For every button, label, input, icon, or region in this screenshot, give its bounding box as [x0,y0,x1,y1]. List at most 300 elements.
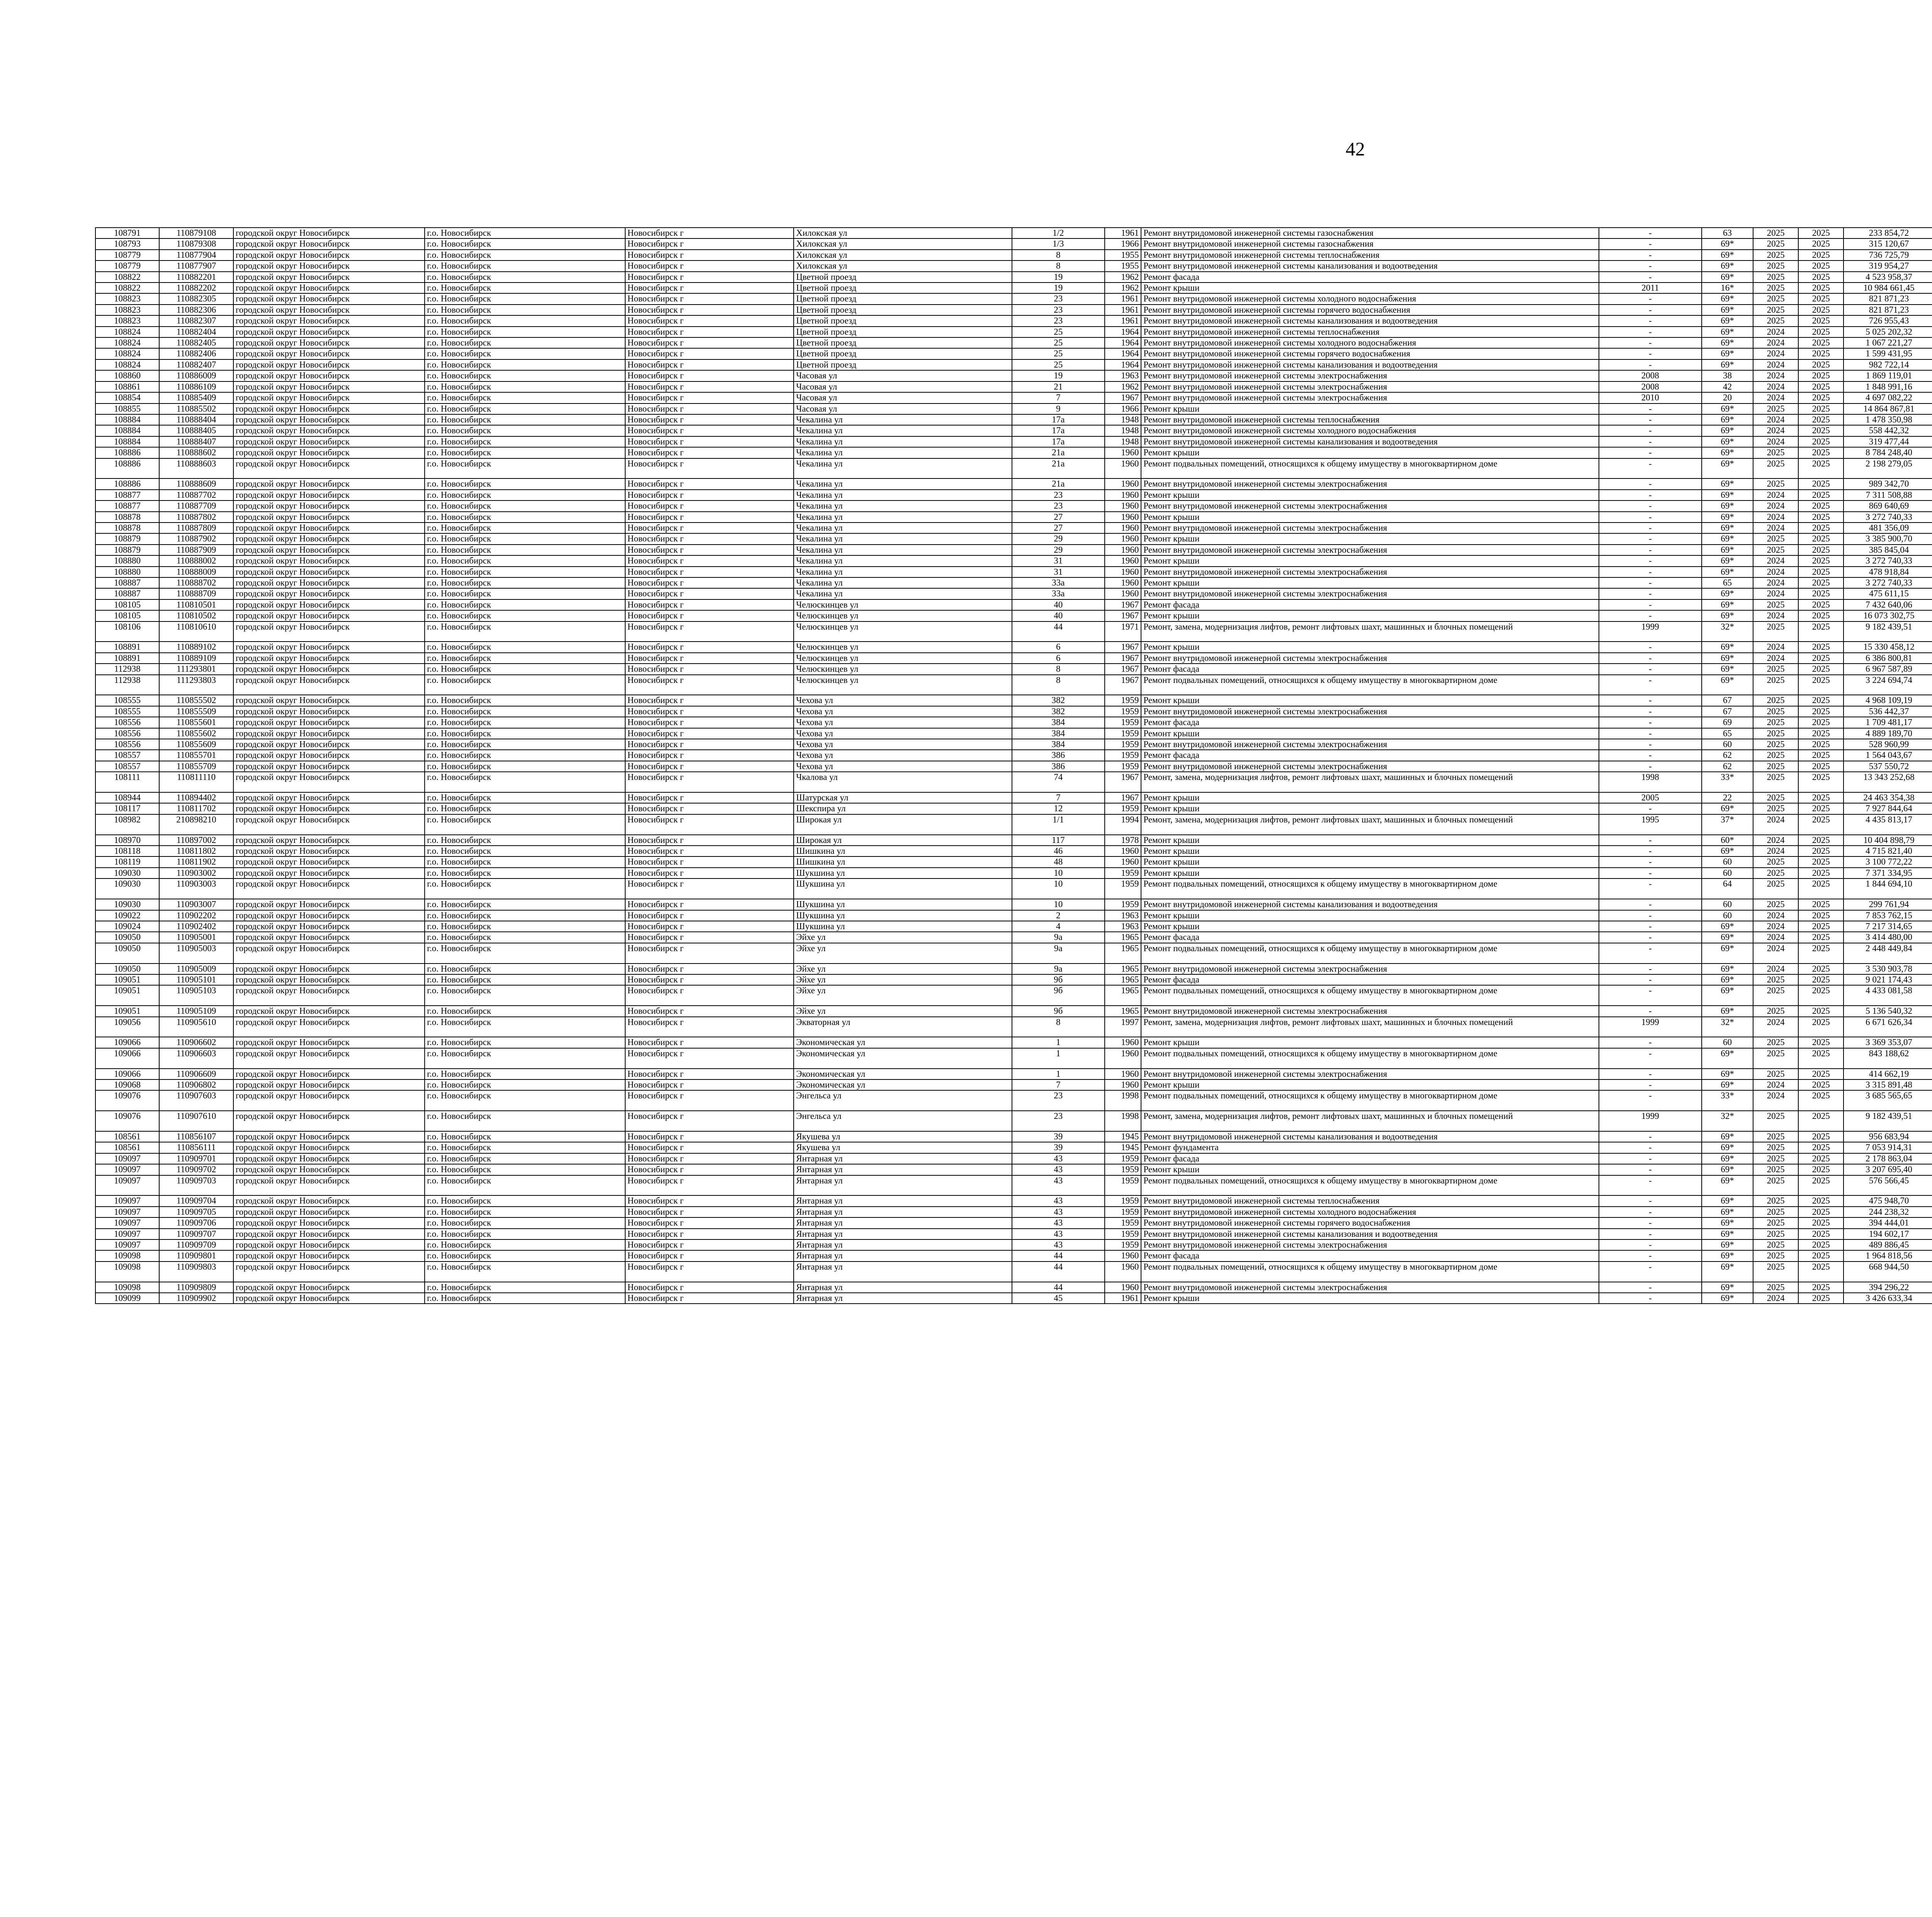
cell-work-type: Ремонт внутридомовой инженерной системы горячего водоснабжения [1141,348,1599,359]
cell-total-cost: 3 272 740,33 [1844,512,1932,523]
cell-work-id: 110909706 [159,1217,233,1228]
cell-wear-percent: 69* [1702,490,1753,501]
cell-wear-percent: 69* [1702,1131,1753,1142]
cell-wear-percent: 65 [1702,577,1753,588]
cell-street: Цветной проезд [794,305,1012,315]
cell-house-id: 108106 [95,621,159,642]
cell-street: Чекалина ул [794,577,1012,588]
cell-total-cost: 385 845,04 [1844,545,1932,555]
cell-settlement: г.о. Новосибирск [425,588,625,599]
cell-house-id: 108557 [95,750,159,761]
cell-build-year: 1960 [1105,501,1141,511]
cell-street: Эйхе ул [794,943,1012,964]
cell-build-year: 1959 [1105,878,1141,899]
cell-street: Эйхе ул [794,964,1012,974]
cell-plan-year-start: 2024 [1753,610,1798,621]
cell-street: Хилокская ул [794,228,1012,238]
cell-locality: Новосибирск г [625,555,794,566]
cell-plan-year-end: 2025 [1798,238,1844,249]
cell-plan-year-start: 2024 [1753,846,1798,856]
cell-house-id: 109066 [95,1037,159,1048]
cell-house-number: 1 [1012,1048,1105,1069]
cell-build-year: 1960 [1105,447,1141,458]
cell-work-type: Ремонт крыши [1141,792,1599,803]
cell-locality: Новосибирск г [625,238,794,249]
cell-work-id: 110889102 [159,642,233,652]
repair-program-table [95,227,1932,1304]
cell-work-type: Ремонт внутридомовой инженерной системы канализования и водоотведения [1141,1131,1599,1142]
cell-work-id: 110888602 [159,447,233,458]
table-row [95,403,1932,414]
cell-house-id: 108860 [95,370,159,381]
cell-street: Экономическая ул [794,1069,1012,1079]
cell-total-cost: 2 198 279,05 [1844,458,1932,479]
cell-last-repair-year: - [1599,1217,1702,1228]
cell-house-id: 109076 [95,1090,159,1111]
cell-total-cost: 4 889 189,70 [1844,728,1932,739]
cell-house-id: 108884 [95,436,159,447]
cell-house-id: 109097 [95,1153,159,1164]
cell-build-year: 1960 [1105,533,1141,544]
cell-house-id: 108823 [95,315,159,326]
table-row [95,1048,1932,1069]
cell-plan-year-start: 2025 [1753,868,1798,878]
cell-wear-percent: 69* [1702,403,1753,414]
cell-total-cost: 319 477,44 [1844,436,1932,447]
table-row [95,878,1932,899]
cell-last-repair-year: - [1599,533,1702,544]
cell-locality: Новосибирск г [625,695,794,706]
cell-plan-year-start: 2025 [1753,772,1798,792]
cell-wear-percent: 69* [1702,1262,1753,1282]
cell-plan-year-start: 2025 [1753,1153,1798,1164]
cell-build-year: 1945 [1105,1131,1141,1142]
cell-work-id: 110882306 [159,305,233,315]
cell-plan-year-end: 2025 [1798,1079,1844,1090]
cell-build-year: 1978 [1105,835,1141,846]
table-row [95,899,1932,910]
cell-plan-year-start: 2024 [1753,501,1798,511]
cell-last-repair-year: - [1599,985,1702,1006]
cell-municipality: городской округ Новосибирск [233,1229,425,1239]
cell-settlement: г.о. Новосибирск [425,868,625,878]
cell-settlement: г.о. Новосибирск [425,706,625,717]
cell-house-number: 7 [1012,392,1105,403]
cell-work-type: Ремонт внутридомовой инженерной системы горячего водоснабжения [1141,305,1599,315]
cell-street: Широкая ул [794,814,1012,835]
cell-house-id: 108879 [95,545,159,555]
cell-street: Чекалина ул [794,458,1012,479]
cell-house-id: 108793 [95,238,159,249]
cell-settlement: г.о. Новосибирск [425,772,625,792]
cell-street: Шишкина ул [794,846,1012,856]
cell-municipality: городской округ Новосибирск [233,750,425,761]
cell-total-cost: 4 523 958,37 [1844,272,1932,283]
cell-build-year: 1945 [1105,1142,1141,1153]
cell-work-type: Ремонт крыши [1141,610,1599,621]
cell-work-id: 110905009 [159,964,233,974]
cell-house-id: 109050 [95,964,159,974]
cell-total-cost: 319 954,27 [1844,260,1932,271]
cell-plan-year-start: 2024 [1753,337,1798,348]
table-row [95,327,1932,337]
cell-plan-year-end: 2025 [1798,1006,1844,1016]
cell-work-id: 110882307 [159,315,233,326]
cell-plan-year-end: 2025 [1798,272,1844,283]
cell-locality: Новосибирск г [625,761,794,772]
cell-total-cost: 3 224 694,74 [1844,675,1932,695]
cell-house-number: 43 [1012,1207,1105,1217]
cell-locality: Новосибирск г [625,1175,794,1196]
cell-last-repair-year: - [1599,293,1702,304]
cell-wear-percent: 62 [1702,750,1753,761]
cell-total-cost: 821 871,23 [1844,305,1932,315]
table-row [95,370,1932,381]
cell-total-cost: 6 671 626,34 [1844,1017,1932,1037]
cell-settlement: г.о. Новосибирск [425,599,625,610]
cell-locality: Новосибирск г [625,403,794,414]
cell-settlement: г.о. Новосибирск [425,1142,625,1153]
cell-build-year: 1967 [1105,792,1141,803]
cell-total-cost: 726 955,43 [1844,315,1932,326]
cell-locality: Новосибирск г [625,868,794,878]
cell-locality: Новосибирск г [625,436,794,447]
cell-work-id: 110885409 [159,392,233,403]
cell-plan-year-start: 2024 [1753,577,1798,588]
cell-house-id: 109076 [95,1111,159,1131]
cell-wear-percent: 69* [1702,458,1753,479]
cell-municipality: городской округ Новосибирск [233,695,425,706]
cell-total-cost: 1 844 694,10 [1844,878,1932,899]
cell-last-repair-year: - [1599,846,1702,856]
cell-settlement: г.о. Новосибирск [425,899,625,910]
table-row [95,272,1932,283]
cell-plan-year-start: 2024 [1753,490,1798,501]
cell-last-repair-year: - [1599,921,1702,932]
cell-locality: Новосибирск г [625,1262,794,1282]
cell-house-number: 12 [1012,803,1105,814]
cell-last-repair-year: - [1599,315,1702,326]
cell-locality: Новосибирск г [625,1069,794,1079]
cell-plan-year-start: 2025 [1753,533,1798,544]
cell-locality: Новосибирск г [625,835,794,846]
cell-municipality: городской округ Новосибирск [233,1037,425,1048]
cell-locality: Новосибирск г [625,621,794,642]
cell-settlement: г.о. Новосибирск [425,1239,625,1250]
cell-municipality: городской округ Новосибирск [233,761,425,772]
cell-wear-percent: 60 [1702,856,1753,867]
cell-house-number: 21а [1012,478,1105,489]
cell-plan-year-end: 2025 [1798,545,1844,555]
cell-total-cost: 3 369 353,07 [1844,1037,1932,1048]
cell-plan-year-start: 2024 [1753,910,1798,921]
cell-build-year: 1967 [1105,664,1141,674]
cell-house-number: 9а [1012,943,1105,964]
cell-house-number: 1/3 [1012,238,1105,249]
cell-plan-year-start: 2024 [1753,943,1798,964]
cell-plan-year-start: 2024 [1753,814,1798,835]
cell-house-id: 108854 [95,392,159,403]
table-row [95,1195,1932,1206]
cell-work-id: 110882202 [159,283,233,293]
cell-house-id: 108887 [95,577,159,588]
cell-build-year: 1960 [1105,1250,1141,1261]
cell-total-cost: 481 356,09 [1844,523,1932,533]
cell-house-id: 108824 [95,359,159,370]
cell-settlement: г.о. Новосибирск [425,835,625,846]
cell-settlement: г.о. Новосибирск [425,664,625,674]
cell-wear-percent: 69* [1702,664,1753,674]
table-row [95,792,1932,803]
cell-locality: Новосибирск г [625,337,794,348]
cell-plan-year-end: 2025 [1798,1207,1844,1217]
cell-work-id: 111293803 [159,675,233,695]
cell-plan-year-end: 2025 [1798,381,1844,392]
cell-settlement: г.о. Новосибирск [425,250,625,260]
cell-build-year: 1959 [1105,1195,1141,1206]
table-row [95,458,1932,479]
cell-last-repair-year: - [1599,750,1702,761]
cell-street: Челюскинцев ул [794,642,1012,652]
cell-plan-year-start: 2025 [1753,899,1798,910]
cell-plan-year-end: 2025 [1798,305,1844,315]
cell-locality: Новосибирск г [625,425,794,436]
cell-plan-year-end: 2025 [1798,856,1844,867]
cell-settlement: г.о. Новосибирск [425,272,625,283]
cell-municipality: городской округ Новосибирск [233,1079,425,1090]
table-row [95,675,1932,695]
cell-plan-year-end: 2025 [1798,1217,1844,1228]
cell-street: Эйхе ул [794,1006,1012,1016]
cell-work-id: 110897002 [159,835,233,846]
cell-settlement: г.о. Новосибирск [425,348,625,359]
cell-house-number: 25 [1012,359,1105,370]
cell-locality: Новосибирск г [625,490,794,501]
cell-locality: Новосибирск г [625,728,794,739]
table-row [95,359,1932,370]
cell-locality: Новосибирск г [625,1153,794,1164]
cell-build-year: 1965 [1105,964,1141,974]
table-row [95,761,1932,772]
cell-street: Энгельса ул [794,1111,1012,1131]
cell-municipality: городской округ Новосибирск [233,653,425,664]
cell-work-type: Ремонт внутридомовой инженерной системы теплоснабжения [1141,250,1599,260]
cell-last-repair-year: - [1599,1207,1702,1217]
cell-plan-year-end: 2025 [1798,717,1844,728]
table-row [95,1090,1932,1111]
cell-house-id: 108822 [95,283,159,293]
cell-settlement: г.о. Новосибирск [425,283,625,293]
table-row [95,228,1932,238]
table-row [95,305,1932,315]
cell-wear-percent: 69* [1702,327,1753,337]
cell-plan-year-end: 2025 [1798,1229,1844,1239]
cell-settlement: г.о. Новосибирск [425,1217,625,1228]
cell-house-id: 109051 [95,1006,159,1016]
cell-plan-year-end: 2025 [1798,846,1844,856]
cell-wear-percent: 69* [1702,337,1753,348]
cell-street: Цветной проезд [794,283,1012,293]
cell-municipality: городской округ Новосибирск [233,621,425,642]
cell-work-id: 110894402 [159,792,233,803]
cell-street: Янтарная ул [794,1282,1012,1293]
cell-settlement: г.о. Новосибирск [425,425,625,436]
cell-plan-year-start: 2025 [1753,458,1798,479]
cell-plan-year-end: 2025 [1798,359,1844,370]
cell-house-id: 109030 [95,899,159,910]
cell-work-id: 110887809 [159,523,233,533]
cell-wear-percent: 33* [1702,772,1753,792]
cell-wear-percent: 67 [1702,695,1753,706]
cell-wear-percent: 69* [1702,545,1753,555]
cell-house-id: 108982 [95,814,159,835]
cell-house-id: 108879 [95,533,159,544]
cell-locality: Новосибирск г [625,610,794,621]
page-number: 42 [1345,138,1365,160]
cell-house-number: 19 [1012,272,1105,283]
cell-wear-percent: 32* [1702,1017,1753,1037]
cell-plan-year-end: 2025 [1798,739,1844,750]
cell-work-id: 210898210 [159,814,233,835]
cell-locality: Новосибирск г [625,878,794,899]
cell-locality: Новосибирск г [625,750,794,761]
cell-work-id: 110811902 [159,856,233,867]
cell-plan-year-end: 2025 [1798,1164,1844,1175]
cell-work-type: Ремонт, замена, модернизация лифтов, ремонт лифтовых шахт, машинных и блочных помещений [1141,621,1599,642]
cell-plan-year-start: 2025 [1753,1164,1798,1175]
cell-house-number: 23 [1012,315,1105,326]
cell-locality: Новосибирск г [625,1282,794,1293]
cell-work-id: 110909709 [159,1239,233,1250]
cell-total-cost: 24 463 354,38 [1844,792,1932,803]
cell-locality: Новосибирск г [625,974,794,985]
cell-settlement: г.о. Новосибирск [425,359,625,370]
cell-work-id: 110909702 [159,1164,233,1175]
cell-plan-year-start: 2025 [1753,792,1798,803]
cell-house-number: 1 [1012,1069,1105,1079]
cell-total-cost: 3 272 740,33 [1844,577,1932,588]
cell-municipality: городской округ Новосибирск [233,1017,425,1037]
cell-plan-year-start: 2025 [1753,803,1798,814]
cell-municipality: городской округ Новосибирск [233,974,425,985]
cell-settlement: г.о. Новосибирск [425,846,625,856]
cell-last-repair-year: 1998 [1599,772,1702,792]
cell-locality: Новосибирск г [625,599,794,610]
cell-house-id: 109050 [95,943,159,964]
cell-work-type: Ремонт внутридомовой инженерной системы электроснабжения [1141,1282,1599,1293]
cell-work-type: Ремонт крыши [1141,512,1599,523]
cell-street: Чехова ул [794,739,1012,750]
cell-municipality: городской округ Новосибирск [233,846,425,856]
cell-house-number: 382 [1012,706,1105,717]
cell-house-id: 109024 [95,921,159,932]
cell-house-number: 117 [1012,835,1105,846]
cell-plan-year-end: 2025 [1798,1262,1844,1282]
cell-municipality: городской округ Новосибирск [233,610,425,621]
cell-work-type: Ремонт внутридомовой инженерной системы канализования и водоотведения [1141,899,1599,910]
cell-build-year: 1960 [1105,545,1141,555]
cell-wear-percent: 60 [1702,1037,1753,1048]
cell-work-type: Ремонт внутридомовой инженерной системы электроснабжения [1141,706,1599,717]
cell-municipality: городской округ Новосибирск [233,555,425,566]
cell-total-cost: 736 725,79 [1844,250,1932,260]
cell-house-number: 48 [1012,856,1105,867]
cell-locality: Новосибирск г [625,772,794,792]
cell-build-year: 1960 [1105,1282,1141,1293]
cell-total-cost: 3 315 891,48 [1844,1079,1932,1090]
cell-settlement: г.о. Новосибирск [425,238,625,249]
table-row [95,1153,1932,1164]
cell-municipality: городской округ Новосибирск [233,283,425,293]
cell-work-type: Ремонт крыши [1141,728,1599,739]
cell-house-number: 21а [1012,447,1105,458]
cell-build-year: 1965 [1105,1006,1141,1016]
cell-total-cost: 4 433 081,58 [1844,985,1932,1006]
cell-last-repair-year: - [1599,878,1702,899]
cell-last-repair-year: - [1599,478,1702,489]
cell-plan-year-end: 2025 [1798,588,1844,599]
table-row [95,1079,1932,1090]
cell-plan-year-start: 2024 [1753,436,1798,447]
cell-plan-year-start: 2025 [1753,1250,1798,1261]
cell-municipality: городской округ Новосибирск [233,545,425,555]
cell-last-repair-year: - [1599,490,1702,501]
table-row [95,868,1932,878]
cell-house-number: 25 [1012,348,1105,359]
cell-last-repair-year: - [1599,653,1702,664]
cell-plan-year-start: 2025 [1753,1131,1798,1142]
cell-build-year: 1967 [1105,642,1141,652]
cell-settlement: г.о. Новосибирск [425,228,625,238]
cell-work-type: Ремонт внутридомовой инженерной системы холодного водоснабжения [1141,293,1599,304]
cell-total-cost: 475 948,70 [1844,1195,1932,1206]
cell-locality: Новосибирск г [625,1037,794,1048]
cell-locality: Новосибирск г [625,739,794,750]
cell-total-cost: 475 611,15 [1844,588,1932,599]
cell-last-repair-year: - [1599,1153,1702,1164]
cell-settlement: г.о. Новосибирск [425,436,625,447]
cell-total-cost: 3 414 480,00 [1844,932,1932,943]
cell-build-year: 1960 [1105,1079,1141,1090]
cell-street: Янтарная ул [794,1164,1012,1175]
cell-last-repair-year: - [1599,501,1702,511]
cell-build-year: 1997 [1105,1017,1141,1037]
cell-wear-percent: 69* [1702,653,1753,664]
cell-total-cost: 7 853 762,15 [1844,910,1932,921]
cell-wear-percent: 69* [1702,932,1753,943]
table-row [95,1217,1932,1228]
cell-total-cost: 3 426 633,34 [1844,1293,1932,1304]
cell-house-id: 109050 [95,932,159,943]
cell-last-repair-year: - [1599,675,1702,695]
table-row [95,567,1932,577]
cell-house-number: 44 [1012,621,1105,642]
cell-street: Шукшина ул [794,878,1012,899]
cell-locality: Новосибирск г [625,1229,794,1239]
cell-street: Хилокская ул [794,238,1012,249]
cell-work-id: 110903003 [159,878,233,899]
cell-locality: Новосибирск г [625,447,794,458]
cell-house-number: 9а [1012,932,1105,943]
table-row [95,512,1932,523]
cell-house-number: 23 [1012,490,1105,501]
cell-wear-percent: 60* [1702,835,1753,846]
cell-wear-percent: 69* [1702,436,1753,447]
cell-wear-percent: 69* [1702,803,1753,814]
cell-work-id: 110882406 [159,348,233,359]
cell-work-type: Ремонт внутридомовой инженерной системы газоснабжения [1141,228,1599,238]
cell-street: Челюскинцев ул [794,621,1012,642]
